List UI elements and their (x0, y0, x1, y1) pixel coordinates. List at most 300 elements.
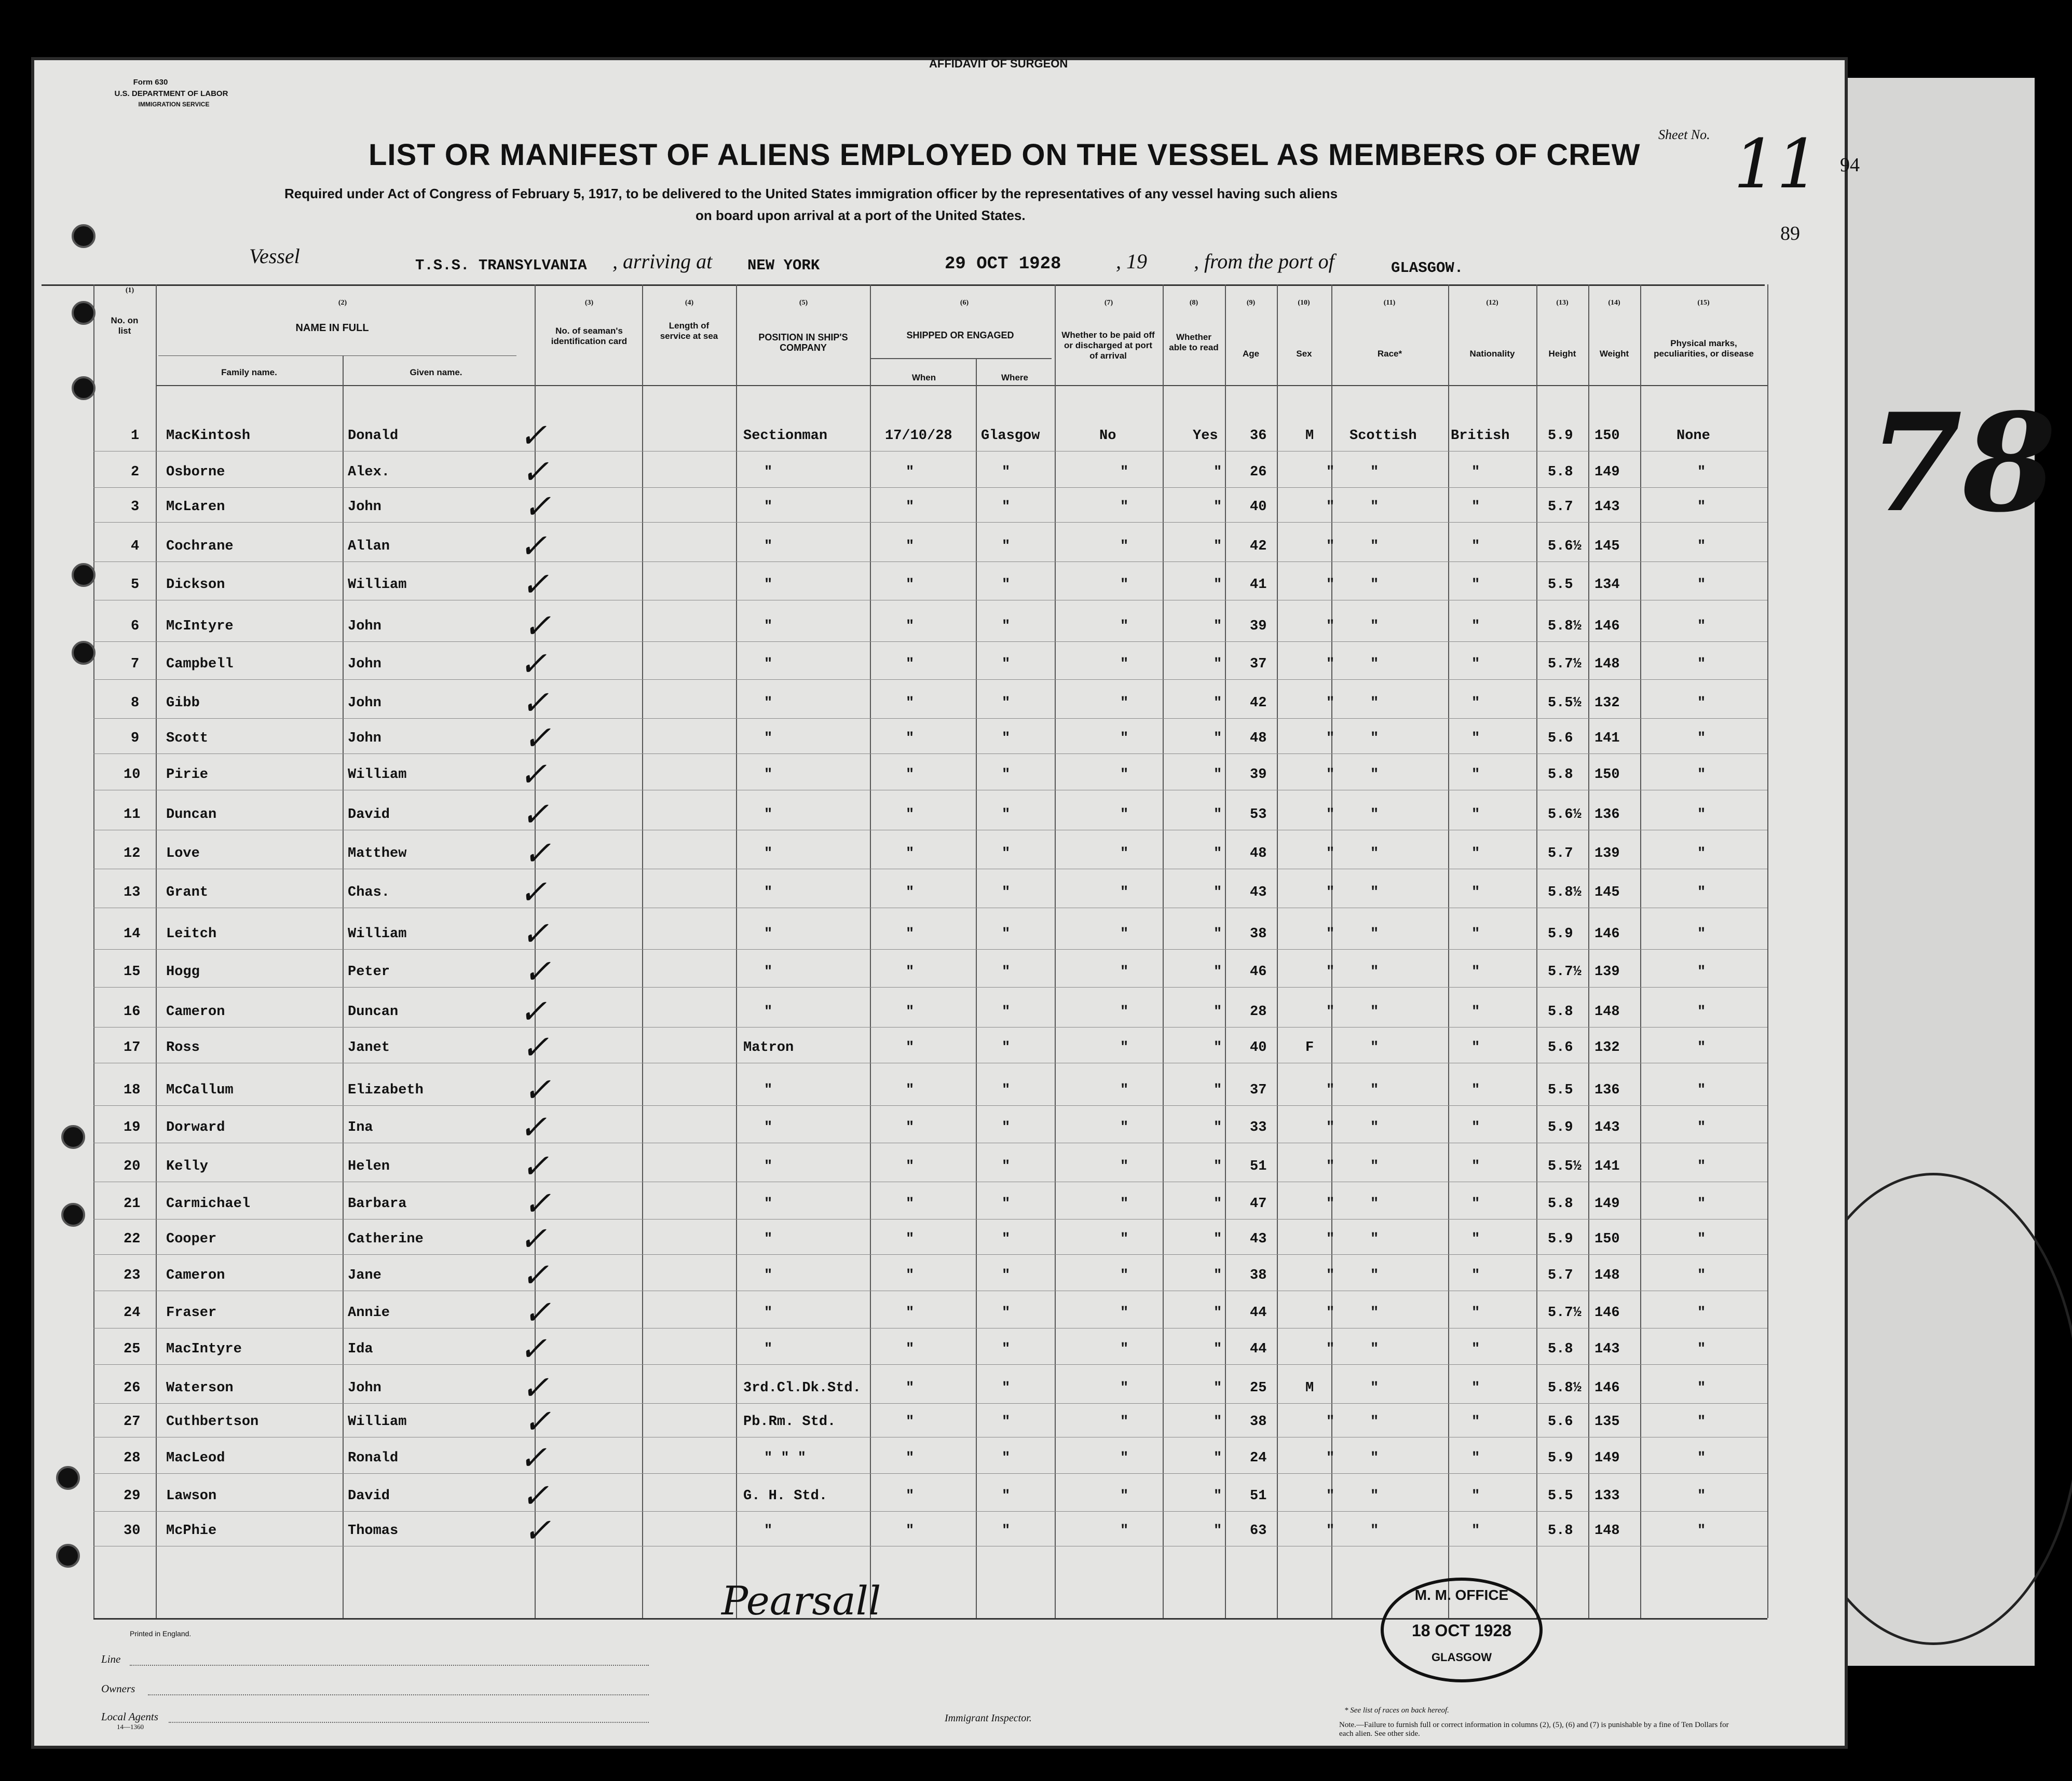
line-field[interactable] (130, 1665, 649, 1666)
race: " (1370, 1450, 1379, 1466)
given-name: John (348, 695, 381, 711)
height: 5.8 (1548, 1196, 1573, 1212)
physical-marks: " (1697, 1380, 1706, 1396)
punch-hole (72, 301, 96, 325)
race: " (1370, 846, 1379, 861)
age: 28 (1250, 1004, 1267, 1020)
shipped-where: " (1002, 1305, 1011, 1321)
race: " (1370, 1414, 1379, 1430)
physical-marks: " (1697, 1268, 1706, 1283)
margin-mark: 78 (1869, 384, 2056, 542)
race: " (1370, 926, 1379, 942)
physical-marks: " (1697, 846, 1706, 861)
sex: " (1326, 1523, 1335, 1539)
check-mark-icon: ✓ (521, 1259, 549, 1297)
physical-marks: " (1697, 1341, 1706, 1357)
sheet-number: 11 (1734, 125, 1820, 203)
race: " (1370, 499, 1379, 515)
age: 41 (1250, 577, 1267, 593)
sex: " (1326, 885, 1335, 900)
row-rule (93, 522, 1767, 523)
header-no-on-list: No. on list (111, 316, 139, 336)
sex: F (1305, 1040, 1314, 1056)
shipped-when: " (906, 1414, 915, 1430)
check-mark-icon: ✓ (521, 1150, 549, 1188)
shipped-when: " (906, 1196, 915, 1212)
row-number: 30 (124, 1523, 141, 1539)
family-name: Cuthbertson (166, 1414, 259, 1430)
col-num: (2) (338, 299, 347, 307)
able-to-read: " (1214, 1231, 1222, 1247)
sex: " (1326, 964, 1335, 980)
nationality: " (1471, 1231, 1480, 1247)
sex: " (1326, 1120, 1335, 1135)
header-height: Height (1548, 349, 1576, 359)
family-name: Pirie (166, 767, 209, 783)
paid-off: " (1120, 1414, 1129, 1430)
col-rule (736, 284, 737, 1618)
physical-marks: " (1697, 499, 1706, 515)
age: 42 (1250, 695, 1267, 711)
height: 5.9 (1548, 1231, 1573, 1247)
nationality: " (1471, 767, 1480, 783)
given-name: John (348, 1380, 381, 1396)
paid-off: " (1120, 1305, 1129, 1321)
table-top-rule (42, 284, 1765, 286)
row-number: 10 (124, 767, 141, 783)
able-to-read: " (1214, 731, 1222, 746)
age: 36 (1250, 428, 1267, 444)
paid-off: " (1120, 846, 1129, 861)
family-name: McCallum (166, 1083, 234, 1098)
able-to-read: " (1214, 656, 1222, 672)
age: 53 (1250, 807, 1267, 823)
col-num: (1) (125, 286, 134, 294)
shipped-when: " (906, 1380, 915, 1396)
given-name: William (348, 1414, 407, 1430)
department: U.S. DEPARTMENT OF LABOR (114, 89, 228, 98)
row-number: 2 (131, 464, 140, 480)
nationality: " (1471, 464, 1480, 480)
race: " (1370, 1380, 1379, 1396)
family-name: McPhie (166, 1523, 217, 1539)
col-num: (5) (799, 299, 808, 307)
sex: " (1326, 807, 1335, 823)
shipped-when: " (906, 1004, 915, 1020)
shipped-when: " (906, 767, 915, 783)
nationality: " (1471, 926, 1480, 942)
nationality: " (1471, 539, 1480, 554)
physical-marks: " (1697, 1083, 1706, 1098)
nationality: " (1471, 499, 1480, 515)
punch-hole (61, 1125, 85, 1149)
shipped-where: " (1002, 1120, 1011, 1135)
row-rule (93, 1473, 1767, 1474)
row-number: 4 (131, 539, 140, 554)
shipped-when: " (906, 1120, 915, 1135)
col-num: (6) (960, 299, 969, 307)
race: " (1370, 1083, 1379, 1098)
age: 40 (1250, 1040, 1267, 1056)
nationality: " (1471, 695, 1480, 711)
owners-label: Owners (101, 1682, 135, 1695)
punch-hole (72, 563, 96, 587)
nationality: " (1471, 1083, 1480, 1098)
shipped-when: " (906, 1159, 915, 1174)
col-rule (1640, 284, 1641, 1618)
height: 5.8½ (1548, 619, 1582, 634)
nationality: " (1471, 1523, 1480, 1539)
row-number: 19 (124, 1120, 141, 1135)
position: " (764, 1268, 773, 1283)
able-to-read: " (1214, 577, 1222, 593)
position: " (764, 1231, 773, 1247)
weight: 141 (1594, 1159, 1620, 1174)
row-number: 5 (131, 577, 140, 593)
inspector-label: Immigrant Inspector. (945, 1712, 1032, 1724)
arrival-date: 29 OCT 1928 (945, 254, 1061, 274)
sex: " (1326, 695, 1335, 711)
family-name: Cameron (166, 1268, 225, 1283)
col-num: (8) (1189, 299, 1198, 307)
shipped-when: " (906, 1268, 915, 1283)
manifest-sheet (31, 57, 1848, 1749)
shipped-where: " (1002, 1341, 1011, 1357)
height: 5.8 (1548, 1004, 1573, 1020)
sex: M (1305, 1380, 1314, 1396)
row-rule (93, 1364, 1767, 1365)
check-mark-icon: ✓ (523, 722, 551, 760)
able-to-read: " (1214, 964, 1222, 980)
physical-marks: " (1697, 1040, 1706, 1056)
punch-hole (56, 1544, 80, 1568)
physical-marks: " (1697, 656, 1706, 672)
physical-marks: " (1697, 964, 1706, 980)
age: 51 (1250, 1488, 1267, 1504)
shipped-where: " (1002, 1523, 1011, 1539)
height: 5.5½ (1548, 1159, 1582, 1174)
position: " (764, 807, 773, 823)
age: 37 (1250, 656, 1267, 672)
position: " (764, 695, 773, 711)
family-name: MacLeod (166, 1450, 225, 1466)
given-name: Matthew (348, 846, 407, 861)
physical-marks: " (1697, 807, 1706, 823)
height: 5.9 (1548, 1450, 1573, 1466)
physical-marks: " (1697, 695, 1706, 711)
punch-hole (72, 641, 96, 665)
physical-marks: " (1697, 539, 1706, 554)
subtitle-line-2: on board upon arrival at a port of the United States. (696, 208, 1026, 223)
shipped-when: " (906, 1231, 915, 1247)
age: 43 (1250, 885, 1267, 900)
height: 5.7½ (1548, 964, 1582, 980)
position: 3rd.Cl.Dk.Std. (743, 1380, 861, 1396)
nationality: " (1471, 807, 1480, 823)
physical-marks: " (1697, 1450, 1706, 1466)
physical-marks: " (1697, 731, 1706, 746)
given-name: William (348, 926, 407, 942)
name-rule (158, 355, 516, 356)
nationality: " (1471, 656, 1480, 672)
race: " (1370, 731, 1379, 746)
race: " (1370, 1305, 1379, 1321)
given-name: Thomas (348, 1523, 399, 1539)
agents-label: Local Agents (101, 1710, 158, 1723)
departure-port: GLASGOW. (1391, 259, 1464, 277)
row-number: 8 (131, 695, 140, 711)
col-rule (870, 284, 871, 1618)
family-name: Dickson (166, 577, 225, 593)
height: 5.6 (1548, 1414, 1573, 1430)
col-num: (13) (1556, 299, 1569, 307)
paid-off: " (1120, 731, 1129, 746)
height: 5.8½ (1548, 885, 1582, 900)
header-rule (156, 385, 1767, 386)
check-mark-icon: ✓ (521, 799, 549, 836)
weight: 134 (1594, 577, 1620, 593)
given-name: John (348, 731, 381, 746)
sex: " (1326, 1305, 1335, 1321)
nationality: " (1471, 1268, 1480, 1283)
race: " (1370, 1004, 1379, 1020)
race: " (1370, 656, 1379, 672)
check-mark-icon: ✓ (519, 420, 547, 457)
height: 5.6½ (1548, 807, 1582, 823)
check-mark-icon: ✓ (523, 838, 551, 875)
owners-field[interactable] (148, 1694, 649, 1695)
row-rule (93, 1219, 1767, 1220)
race: " (1370, 577, 1379, 593)
sheet-label: Sheet No. (1658, 127, 1710, 142)
age: 43 (1250, 1231, 1267, 1247)
family-name: McLaren (166, 499, 225, 515)
given-name: Donald (348, 428, 399, 444)
nationality: " (1471, 1380, 1480, 1396)
height: 5.8 (1548, 464, 1573, 480)
age: 38 (1250, 1268, 1267, 1283)
row-number: 28 (124, 1450, 141, 1466)
nationality: " (1471, 1196, 1480, 1212)
shipped-when: " (906, 577, 915, 593)
row-number: 7 (131, 656, 140, 672)
service: IMMIGRATION SERVICE (138, 101, 210, 108)
family-name: Leitch (166, 926, 217, 942)
given-name: Duncan (348, 1004, 399, 1020)
check-mark-icon: ✓ (523, 1515, 551, 1552)
height: 5.7 (1548, 846, 1573, 861)
paid-off: " (1120, 1341, 1129, 1357)
paid-off: " (1120, 1268, 1129, 1283)
weight: 150 (1594, 1231, 1620, 1247)
position: " (764, 1159, 773, 1174)
row-number: 17 (124, 1040, 141, 1056)
race: " (1370, 885, 1379, 900)
family-name: MacKintosh (166, 428, 251, 444)
shipped-when: " (906, 1341, 915, 1357)
row-rule (93, 679, 1767, 680)
shipped-where: " (1002, 1159, 1011, 1174)
agents-code: 14—1360 (117, 1723, 144, 1731)
shipped-when: " (906, 1305, 915, 1321)
race: " (1370, 1159, 1379, 1174)
shipped-where: " (1002, 1231, 1011, 1247)
position: " (764, 619, 773, 634)
given-name: David (348, 1488, 390, 1504)
age: 44 (1250, 1305, 1267, 1321)
given-name: Chas. (348, 885, 390, 900)
family-name: Osborne (166, 464, 225, 480)
check-mark-icon: ✓ (521, 1032, 549, 1069)
race: " (1370, 964, 1379, 980)
physical-marks: " (1697, 1488, 1706, 1504)
race: " (1370, 1523, 1379, 1539)
family-name: Scott (166, 731, 209, 746)
shipped-where: " (1002, 656, 1011, 672)
paid-off: " (1120, 464, 1129, 480)
position: " (764, 1120, 773, 1135)
row-rule (93, 1027, 1767, 1028)
check-mark-icon: ✓ (521, 1372, 549, 1409)
sex: M (1305, 428, 1314, 444)
height: 5.7½ (1548, 1305, 1582, 1321)
position: " (764, 656, 773, 672)
family-name: Gibb (166, 695, 200, 711)
vessel-label: Vessel (249, 244, 300, 268)
able-to-read: " (1214, 1120, 1222, 1135)
paid-off: " (1120, 767, 1129, 783)
position: " (764, 846, 773, 861)
stamp-city: GLASGOW (1431, 1651, 1492, 1664)
shipped-where: " (1002, 807, 1011, 823)
col-rule (976, 358, 977, 1618)
family-name: Cameron (166, 1004, 225, 1020)
sex: " (1326, 1341, 1335, 1357)
able-to-read: " (1214, 1414, 1222, 1430)
row-rule (93, 1403, 1767, 1404)
weight: 150 (1594, 428, 1620, 444)
row-number: 29 (124, 1488, 141, 1504)
row-rule (93, 641, 1767, 642)
physical-marks: " (1697, 577, 1706, 593)
position: " (764, 577, 773, 593)
vessel-name: T.S.S. TRANSYLVANIA (415, 257, 587, 274)
family-name: MacIntyre (166, 1341, 242, 1357)
able-to-read: " (1214, 807, 1222, 823)
stamp-office: M. M. OFFICE (1414, 1587, 1509, 1603)
check-mark-icon: ✓ (521, 918, 549, 955)
shipped-rule (870, 358, 1052, 359)
height: 5.8 (1548, 1341, 1573, 1357)
physical-marks: " (1697, 926, 1706, 942)
position: Pb.Rm. Std. (743, 1414, 836, 1430)
col-rule (156, 284, 157, 1618)
row-number: 25 (124, 1341, 141, 1357)
punch-hole (61, 1203, 85, 1227)
race: " (1370, 1040, 1379, 1056)
given-name: Ida (348, 1341, 373, 1357)
able-to-read: " (1214, 846, 1222, 861)
header-shipped: SHIPPED OR ENGAGED (906, 330, 1014, 340)
able-to-read: " (1214, 1488, 1222, 1504)
col-num: (12) (1486, 299, 1498, 307)
row-number: 27 (124, 1414, 141, 1430)
given-name: John (348, 499, 381, 515)
family-name: Fraser (166, 1305, 217, 1321)
weight: 148 (1594, 656, 1620, 672)
family-name: Duncan (166, 807, 217, 823)
given-name: Helen (348, 1159, 390, 1174)
given-name: John (348, 656, 381, 672)
header-physical-marks: Physical marks, peculiarities, or disease (1654, 338, 1754, 359)
weight: 146 (1594, 619, 1620, 634)
weight: 145 (1594, 885, 1620, 900)
col-rule (1055, 284, 1056, 1618)
position: " (764, 1523, 773, 1539)
row-rule (93, 561, 1767, 562)
sex: " (1326, 464, 1335, 480)
able-to-read: " (1214, 767, 1222, 783)
paid-off: " (1120, 1040, 1129, 1056)
age: 39 (1250, 767, 1267, 783)
col-rule (1588, 284, 1589, 1618)
position: " (764, 1305, 773, 1321)
family-name: Cochrane (166, 539, 234, 554)
paid-off: " (1120, 1380, 1129, 1396)
age: 47 (1250, 1196, 1267, 1212)
col-num: (14) (1608, 299, 1620, 307)
subtitle-line-1: Required under Act of Congress of February 5, 1917, to be delivered to the United States immigration officer by the representatives of any vessel having such aliens (284, 186, 1338, 201)
nationality: " (1471, 1120, 1480, 1135)
check-mark-icon: ✓ (519, 876, 547, 914)
punch-hole (72, 224, 96, 248)
check-mark-icon: ✓ (523, 610, 551, 648)
weight: 135 (1594, 1414, 1620, 1430)
family-name: Waterson (166, 1380, 234, 1396)
given-name: Elizabeth (348, 1083, 424, 1098)
shipped-where: " (1002, 577, 1011, 593)
able-to-read: " (1214, 1159, 1222, 1174)
row-rule (93, 718, 1767, 719)
agents-field[interactable] (169, 1722, 649, 1723)
given-name: Ina (348, 1120, 373, 1135)
col-num: (7) (1104, 299, 1113, 307)
shipped-where: " (1002, 846, 1011, 861)
stamp-date: 18 OCT 1928 (1411, 1621, 1512, 1640)
given-name: Catherine (348, 1231, 424, 1247)
sex: " (1326, 1083, 1335, 1098)
shipped-where: " (1002, 1083, 1011, 1098)
physical-marks: " (1697, 1120, 1706, 1135)
physical-marks: " (1697, 1305, 1706, 1321)
position: " (764, 926, 773, 942)
weight: 139 (1594, 846, 1620, 861)
row-number: 6 (131, 619, 140, 634)
paid-off: " (1120, 577, 1129, 593)
physical-marks: " (1697, 767, 1706, 783)
shipped-when: " (906, 807, 915, 823)
header-weight: Weight (1599, 349, 1629, 359)
race: " (1370, 1196, 1379, 1212)
nationality: " (1471, 846, 1480, 861)
col-rule (1448, 284, 1449, 1618)
col-num: (10) (1298, 299, 1310, 307)
header-family-name: Family name. (221, 367, 277, 377)
arriving-label: , arriving at (612, 250, 713, 273)
age: 42 (1250, 539, 1267, 554)
row-rule (93, 487, 1767, 488)
shipped-where: " (1002, 539, 1011, 554)
